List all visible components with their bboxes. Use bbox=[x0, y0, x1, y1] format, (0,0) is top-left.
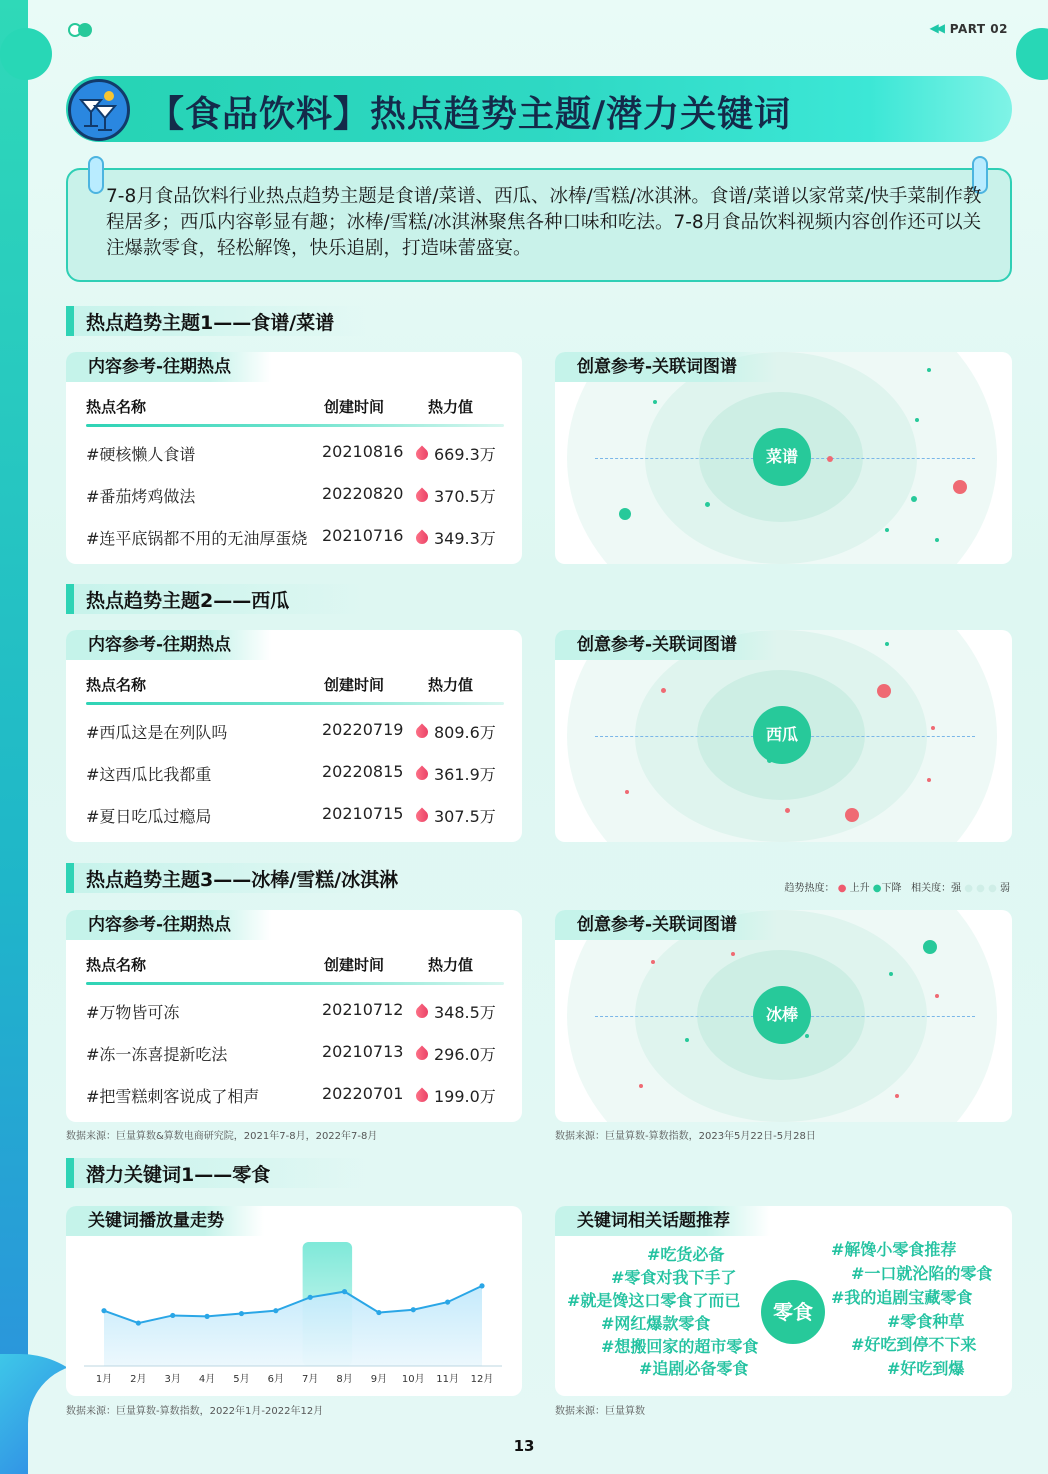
topic-tag[interactable]: #就是馋这口零食了而已 bbox=[567, 1291, 741, 1310]
source-note: 数据来源：巨量算数-算数指数，2023年5月22日-5月28日 bbox=[555, 1131, 816, 1142]
row-name: #把雪糕刺客说成了相声 bbox=[86, 1087, 260, 1106]
x-tick-label: 5月 bbox=[233, 1374, 250, 1385]
center-keyword: 冰棒 bbox=[753, 986, 811, 1044]
heat-drop-icon bbox=[414, 530, 431, 547]
chart-tab: 关键词播放量走势 bbox=[66, 1206, 264, 1236]
keyword-dot bbox=[767, 758, 772, 763]
trend-chart-card bbox=[66, 1206, 522, 1396]
row-name: #西瓜这是在列队吗 bbox=[86, 723, 228, 742]
row-name: #连平底锅都不用的无油厚蛋烧 bbox=[86, 529, 308, 548]
col-date-header: 创建时间 bbox=[324, 956, 385, 974]
keyword-dot bbox=[625, 790, 629, 794]
left-edge-band bbox=[0, 0, 28, 1474]
creative-ref-tab: 创意参考-关联词图谱 bbox=[555, 910, 777, 940]
row-name: #万物皆可冻 bbox=[86, 1003, 180, 1022]
col-name-header: 热点名称 bbox=[86, 676, 147, 694]
keyword-dot bbox=[927, 778, 931, 782]
keyword-dot bbox=[889, 972, 893, 976]
content-ref-tab: 内容参考-往期热点 bbox=[66, 352, 271, 382]
potential-title: 潜力关键词1——零食 bbox=[66, 1158, 366, 1188]
keyword-dot bbox=[885, 528, 889, 532]
data-point bbox=[479, 1283, 484, 1288]
content-ref-tab: 内容参考-往期热点 bbox=[66, 630, 271, 660]
keyword-dot bbox=[731, 952, 735, 956]
source-note: 数据来源：巨量算数 bbox=[555, 1406, 645, 1417]
creative-ref-tab: 创意参考-关联词图谱 bbox=[555, 630, 777, 660]
x-tick-label: 3月 bbox=[164, 1374, 181, 1385]
x-tick-label: 9月 bbox=[370, 1374, 388, 1385]
keyword-dot bbox=[915, 418, 919, 422]
row-date: 20220820 bbox=[322, 484, 404, 503]
col-name-header: 热点名称 bbox=[86, 398, 147, 416]
x-tick-label: 12月 bbox=[470, 1374, 494, 1385]
data-point bbox=[170, 1313, 175, 1318]
keyword-dot bbox=[885, 642, 889, 646]
heat-drop-icon bbox=[414, 1088, 431, 1105]
row-heat: 809.6万 bbox=[434, 723, 496, 742]
part-label: PART 02 bbox=[949, 22, 1008, 36]
col-heat-header: 热力值 bbox=[428, 398, 474, 416]
data-point bbox=[376, 1310, 381, 1315]
heat-drop-icon bbox=[414, 488, 431, 505]
keyword-dot bbox=[931, 726, 935, 730]
keyword-dot bbox=[705, 502, 710, 507]
keyword-dot bbox=[935, 994, 939, 998]
row-heat: 349.3万 bbox=[434, 529, 496, 548]
row-name: #硬核懒人食谱 bbox=[86, 445, 196, 464]
x-tick-label: 11月 bbox=[436, 1374, 460, 1385]
topic-tag[interactable]: #一口就沦陷的零食 bbox=[851, 1264, 993, 1283]
keyword-dot bbox=[651, 960, 655, 964]
page-number: 13 bbox=[513, 1437, 535, 1455]
keyword-dot bbox=[619, 508, 631, 520]
theme-1-graph-card bbox=[555, 352, 1012, 564]
keyword-dot bbox=[653, 400, 657, 404]
col-date-header: 创建时间 bbox=[324, 398, 385, 416]
row-heat: 199.0万 bbox=[434, 1087, 496, 1106]
theme-2-title: 热点趋势主题2——西瓜 bbox=[66, 584, 366, 614]
data-point bbox=[445, 1299, 450, 1304]
header-divider bbox=[86, 702, 504, 705]
col-heat-header: 热力值 bbox=[428, 956, 474, 974]
center-keyword: 菜谱 bbox=[753, 428, 811, 486]
topics-card bbox=[555, 1206, 1012, 1396]
keyword-dot bbox=[953, 480, 967, 494]
center-keyword: 西瓜 bbox=[753, 706, 811, 764]
data-point bbox=[204, 1314, 209, 1319]
data-point bbox=[136, 1320, 141, 1325]
topic-tag[interactable]: #零食种草 bbox=[887, 1312, 965, 1331]
col-name-header: 热点名称 bbox=[86, 956, 147, 974]
row-date: 20210713 bbox=[322, 1042, 404, 1061]
pin-icon bbox=[88, 156, 104, 194]
row-name: #夏日吃瓜过瘾局 bbox=[86, 807, 212, 826]
summary-text: 7-8月食品饮料行业热点趋势主题是食谱/菜谱、西瓜、冰棒/雪糕/冰淇淋。食谱/菜谱以家常菜/快手菜制作教程居多；西瓜内容彰显有趣；冰棒/雪糕/冰淇淋聚焦各种口味和吃法。7-8月食品饮料视频内容创作还可以关注爆款零食，轻松解馋，快乐追剧，打造味蕾盛宴。 bbox=[106, 186, 982, 259]
theme-2-graph-card bbox=[555, 630, 1012, 842]
row-date: 20220719 bbox=[322, 720, 404, 739]
row-heat: 361.9万 bbox=[434, 765, 496, 784]
keyword-dot bbox=[661, 688, 666, 693]
theme-3-graph-card bbox=[555, 910, 1012, 1122]
row-date: 20220815 bbox=[322, 762, 404, 781]
topic-tag[interactable]: #零食对我下手了 bbox=[611, 1268, 737, 1287]
topic-tag[interactable]: #我的追剧宝藏零食 bbox=[831, 1288, 973, 1307]
topic-tag[interactable]: #想搬回家的超市零食 bbox=[601, 1337, 759, 1356]
row-heat: 296.0万 bbox=[434, 1045, 496, 1064]
x-tick-label: 2月 bbox=[130, 1374, 147, 1385]
topic-tag[interactable]: #好吃到停不下来 bbox=[851, 1335, 977, 1354]
theme-2-table-card bbox=[66, 630, 522, 842]
row-date: 20210816 bbox=[322, 442, 404, 461]
keyword-dot bbox=[827, 456, 833, 462]
col-heat-header: 热力值 bbox=[428, 676, 474, 694]
row-name: #番茄烤鸡做法 bbox=[86, 487, 196, 506]
row-date: 20210712 bbox=[322, 1000, 404, 1019]
topic-tag[interactable]: #好吃到爆 bbox=[887, 1359, 965, 1378]
arrows-icon: ◀◀ bbox=[929, 21, 942, 35]
page-title: 【食品饮料】热点趋势主题/潜力关键词 bbox=[148, 94, 792, 135]
creative-ref-tab: 创意参考-关联词图谱 bbox=[555, 352, 777, 382]
data-point bbox=[239, 1311, 244, 1316]
theme-1-table-card bbox=[66, 352, 522, 564]
heat-drop-icon bbox=[414, 446, 431, 463]
theme-3-title: 热点趋势主题3——冰棒/雪糕/冰淇淋 bbox=[66, 863, 366, 893]
heat-drop-icon bbox=[414, 1004, 431, 1021]
x-tick-label: 7月 bbox=[301, 1374, 319, 1385]
keyword-dot bbox=[935, 538, 939, 542]
cocktail-icon bbox=[68, 79, 130, 141]
row-heat: 307.5万 bbox=[434, 807, 496, 826]
center-keyword: 零食 bbox=[761, 1280, 825, 1344]
topic-tag[interactable]: #网红爆款零食 bbox=[601, 1314, 711, 1333]
row-heat: 348.5万 bbox=[434, 1003, 496, 1022]
heat-drop-icon bbox=[414, 766, 431, 783]
heat-drop-icon bbox=[414, 724, 431, 741]
keyword-dot bbox=[923, 940, 937, 954]
graph-legend: 趋势热度： ● 上升 ●下降 相关度：强 ● ● ● 弱 bbox=[784, 883, 1010, 894]
source-note: 数据来源：巨量算数&算数电商研究院，2021年7-8月，2022年7-8月 bbox=[66, 1131, 378, 1142]
col-date-header: 创建时间 bbox=[324, 676, 385, 694]
keyword-dot bbox=[845, 808, 859, 822]
x-tick-label: 4月 bbox=[198, 1374, 216, 1385]
topic-tag[interactable]: #追剧必备零食 bbox=[639, 1359, 749, 1378]
source-note: 数据来源：巨量算数-算数指数，2022年1月-2022年12月 bbox=[66, 1406, 324, 1417]
row-date: 20210716 bbox=[322, 526, 404, 545]
row-date: 20210715 bbox=[322, 804, 404, 823]
x-tick-label: 8月 bbox=[336, 1374, 353, 1385]
content-ref-tab: 内容参考-往期热点 bbox=[66, 910, 271, 940]
x-tick-label: 1月 bbox=[95, 1374, 113, 1385]
x-tick-label: 6月 bbox=[267, 1374, 285, 1385]
keyword-dot bbox=[785, 808, 790, 813]
heat-drop-icon bbox=[414, 808, 431, 825]
area-fill bbox=[104, 1286, 482, 1366]
heat-drop-icon bbox=[414, 1046, 431, 1063]
topics-tab: 关键词相关话题推荐 bbox=[555, 1206, 770, 1236]
data-point bbox=[411, 1307, 416, 1312]
keyword-dot bbox=[685, 1038, 689, 1042]
keyword-dot bbox=[639, 1084, 643, 1088]
left-tab-knob bbox=[0, 28, 52, 80]
data-point bbox=[273, 1308, 278, 1313]
data-point bbox=[101, 1308, 106, 1313]
header-divider bbox=[86, 982, 504, 985]
keyword-dot bbox=[805, 1034, 809, 1038]
row-name: #冻一冻喜提新吃法 bbox=[86, 1045, 228, 1064]
row-heat: 370.5万 bbox=[434, 487, 496, 506]
keyword-dot bbox=[927, 368, 931, 372]
x-tick-label: 10月 bbox=[401, 1374, 425, 1385]
row-name: #这西瓜比我都重 bbox=[86, 765, 212, 784]
data-point bbox=[308, 1295, 313, 1300]
row-heat: 669.3万 bbox=[434, 445, 496, 464]
keyword-dot bbox=[877, 684, 891, 698]
topic-tag[interactable]: #解馋小零食推荐 bbox=[831, 1240, 957, 1259]
header-divider bbox=[86, 424, 504, 427]
topic-tag[interactable]: #吃货必备 bbox=[647, 1245, 725, 1264]
logo-icon bbox=[68, 23, 94, 37]
theme-1-title: 热点趋势主题1——食谱/菜谱 bbox=[66, 306, 366, 336]
row-date: 20220701 bbox=[322, 1084, 404, 1103]
theme-3-table-card bbox=[66, 910, 522, 1122]
keyword-dot bbox=[911, 496, 917, 502]
keyword-dot bbox=[895, 1094, 899, 1098]
data-point bbox=[342, 1289, 347, 1294]
trend-chart bbox=[66, 1206, 522, 1396]
